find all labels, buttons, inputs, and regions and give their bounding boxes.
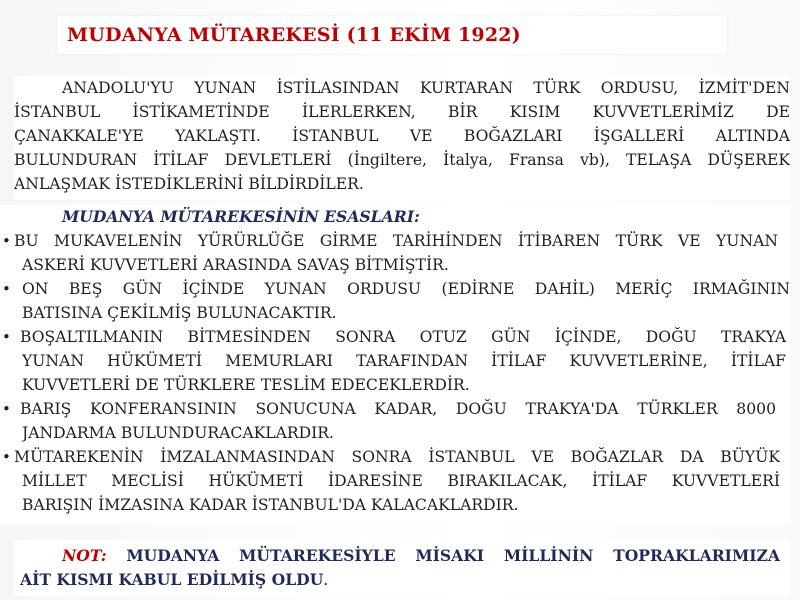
intro-line: BULUNDURAN İTİLAF DEVLETLERİ (İngiltere, İtalya, Fransa vb), TELAŞA DÜŞEREK [14,151,790,169]
list-item-line: MÜTAREKENİN İMZALANMASINDAN SONRA İSTANBUL VE BOĞAZLAR DA BÜYÜK [14,448,780,466]
list-item-line: BATISINA ÇEKİLMİŞ BULUNACAKTIR. [22,304,337,322]
list-item-line: JANDARMA BULUNDURACAKLARDIR. [22,424,334,442]
section-heading: MUDANYA MÜTAREKESİNİN ESASLARI: [62,207,420,226]
note-text: MUDANYA MÜTAREKESİYLE MİSAKI MİLLİNİN TOPRAKLARIMIZA [126,546,780,565]
intro-line: İSTANBUL İSTİKAMETİNDE İLERLERKEN, BİR KISIM KUVVETLERİMİZ DE [14,103,790,121]
list-item-line: BU MUKAVELENİN YÜRÜRLÜĞE GİRME TARİHİNDEN İTİBAREN TÜRK VE YUNAN [14,232,778,250]
note-label: NOT: [62,546,107,565]
intro-line: ANLAŞMAK İSTEDİKLERİNİ BİLDİRDİLER. [14,175,364,193]
list-item-line: ASKERİ KUVVETLERİ ARASINDA SAVAŞ BİTMİŞTİR. [22,256,449,274]
list-item-line: KUVVETLERİ DE TÜRKLERE TESLİM EDECEKLERDİR. [22,376,470,394]
title-box [57,16,727,54]
bullet-icon: • [2,400,11,418]
list-item-line: BARIŞIN İMZASINA KADAR İSTANBUL'DA KALACAKLARDIR. [22,496,519,514]
note-section [14,540,790,596]
note-period: . [323,571,329,589]
list-item-line: BOŞALTILMANIN BİTMESİNDEN SONRA OTUZ GÜN İÇİNDE, DOĞU TRAKYA [20,328,786,346]
list-item-line: MİLLET MECLİSİ HÜKÜMETİ İDARESİNE BIRAKILACAK, İTİLAF KUVVETLERİ [22,472,780,490]
list-item-line: ON BEŞ GÜN İÇİNDE YUNAN ORDUSU (EDİRNE DAHİL) MERİÇ IRMAĞININ [22,280,790,298]
bullet-icon: • [2,448,11,466]
intro-line: ÇANAKKALE'YE YAKLAŞTI. İSTANBUL VE BOĞAZLARI İŞGALLERİ ALTINDA [14,127,790,145]
list-item-line: YUNAN HÜKÜMETİ MEMURLARI TARAFINDAN İTİLAF KUVVETLERİNE, İTİLAF [22,352,786,370]
bullet-icon: • [2,280,11,298]
bullet-icon: • [2,232,11,250]
note-text: AİT KISMI KABUL EDİLMİŞ OLDU [20,570,324,589]
intro-line: ANADOLU'YU YUNAN İSTİLASINDAN KURTARAN TÜRK ORDUSU, İZMİT'DEN [62,79,790,97]
note-line [20,568,780,592]
page-title: MUDANYA MÜTAREKESİ (11 EKİM 1922) [67,24,521,46]
bullet-icon: • [2,328,11,346]
note-line [62,544,780,568]
essentials-section [0,205,790,525]
list-item-line: BARIŞ KONFERANSININ SONUCUNA KADAR, DOĞU TRAKYA'DA TÜRKLER 8000 [20,400,776,418]
intro-paragraph [14,76,790,200]
